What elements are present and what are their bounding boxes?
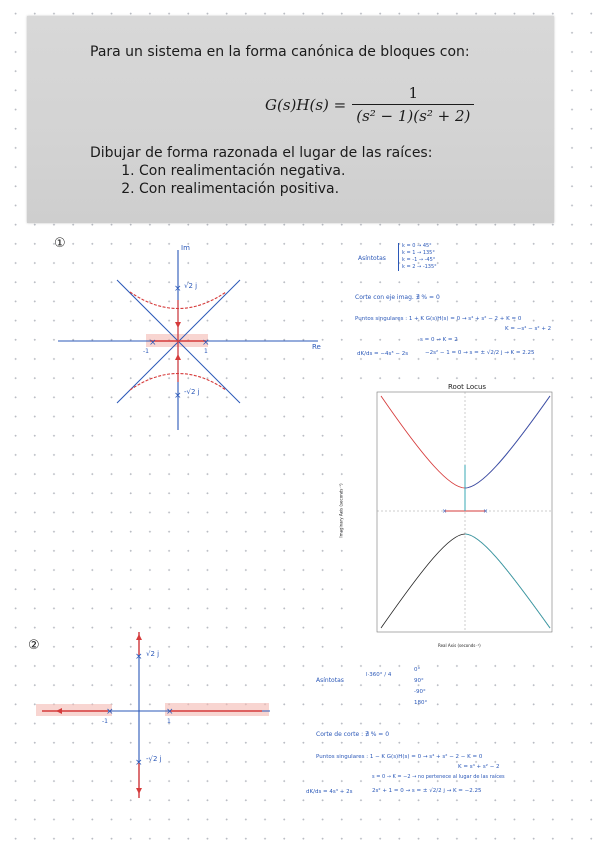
p2-asintotas-formula: l·360° / 4 xyxy=(366,672,392,678)
im-axis-label: Im xyxy=(181,244,190,252)
plot-pole-right: × xyxy=(483,508,489,515)
p2-tick-left: -1 xyxy=(102,718,108,725)
p2-pole-right: × xyxy=(166,707,174,717)
p2-asintotas-label: Asíntotas xyxy=(316,677,344,684)
p1-ruptura: Puntos singulares : 1 + K G(s)H(s) = 0 → s⁴ + s² − 2 + K = 0 xyxy=(355,316,522,322)
p1-asintota-0: k = 0 → 45° xyxy=(402,243,432,249)
plot-xlabel: Real Axis (seconds⁻¹) xyxy=(438,643,481,648)
re-axis-label: Re xyxy=(312,343,321,351)
plot-pole-left: × xyxy=(442,508,448,515)
p2-lower-pole-label: -√2 j xyxy=(146,755,162,763)
p1-asintotas-label: Asíntotas xyxy=(358,255,386,262)
problem-task: Dibujar de forma razonada el lugar de las raíces: xyxy=(90,145,433,161)
p2-asintota-1: 90° xyxy=(414,678,424,684)
highlight-right-segment xyxy=(165,703,269,716)
formula-numerator: 1 xyxy=(408,84,419,102)
pole-upper: × xyxy=(174,284,182,294)
p2-ruptura: Puntos singulares : 1 − K G(s)H(s) = 0 → s⁴ + s² − 2 − K = 0 xyxy=(316,754,483,760)
lower-pole-label: -√2 j xyxy=(184,388,200,396)
tick-right: 1 xyxy=(204,348,208,355)
p2-asintotas-list xyxy=(414,665,427,709)
upper-pole-label: √2 j xyxy=(184,282,198,290)
problem-intro: Para un sistema en la forma canónica de bloques con: xyxy=(90,44,470,60)
pole-right: × xyxy=(202,338,210,348)
p2-corte: Corte de corte : ∄ % = 0 xyxy=(316,731,390,738)
p2-pole-lower: × xyxy=(135,758,143,768)
p2-asintota-3: 180° xyxy=(414,700,428,706)
p2-asintota-2: -90° xyxy=(414,689,426,695)
p2-sj: 2s² + 1 = 0 → s = ± √2/2 j → K = −2.25 xyxy=(372,788,482,794)
p2-arrow-up-icon xyxy=(136,634,142,640)
pole-left: × xyxy=(149,338,157,348)
p2-asintota-0: 0° xyxy=(414,667,421,673)
task-item-negative: 1. Con realimentación negativa. xyxy=(139,162,345,180)
p2-s0: s = 0 → K = −2 → no pertenece al lugar de las raíces xyxy=(372,774,505,780)
tick-left: -1 xyxy=(143,348,149,355)
p1-deriv: dK/ds = −4s³ − 2s xyxy=(357,351,409,357)
p1-asintota-2: k = -1 → -45° xyxy=(402,257,436,263)
p2-tick-right: 1 xyxy=(167,718,171,725)
part2-number: ② xyxy=(28,638,40,653)
task-item-positive: 2. Con realimentación positiva. xyxy=(139,180,345,198)
p2-pole-upper: × xyxy=(135,652,143,662)
p2-arrow-down-icon xyxy=(136,788,142,794)
formula-denominator: (s² − 1)(s² + 2) xyxy=(352,104,474,125)
p1-ruptura-k: K = −s⁴ − s² + 2 xyxy=(505,326,552,332)
p1-corte: Corte con eje imag. ∄ % = 0 xyxy=(355,294,440,301)
plot-title: Root Locus xyxy=(448,383,487,391)
p2-deriv: dK/ds = 4s³ + 2s xyxy=(306,789,353,795)
p1-asintota-3: k = 2 → -135° xyxy=(402,264,437,270)
p2-ruptura-k: K = s⁴ + s² − 2 xyxy=(458,764,500,770)
plot-ylabel: Imaginary Axis (seconds⁻¹) xyxy=(338,483,344,538)
p1-s0: s = 0 → K = 2 xyxy=(420,337,458,343)
pole-lower: × xyxy=(174,391,182,401)
formula-lhs: G(s)H(s) = xyxy=(265,95,347,114)
p1-sj: −2s² − 1 = 0 → s = ± √2/2 j → K = 2.25 xyxy=(425,350,535,356)
p2-pole-left: × xyxy=(106,707,114,717)
p2-upper-pole-label: √2 j xyxy=(146,650,160,658)
p1-asintota-1: k = 1 → 135° xyxy=(402,250,435,256)
part1-number: ① xyxy=(54,236,66,251)
highlight-left-segment xyxy=(36,704,112,716)
